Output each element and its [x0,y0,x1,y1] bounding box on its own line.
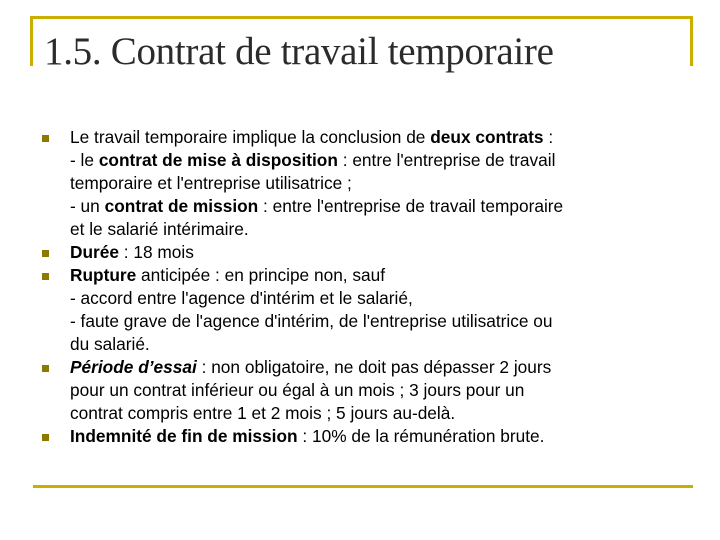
bullet-list [40,126,688,448]
text-line: - le contrat de mise à disposition : entre l'entreprise de travail [70,150,556,170]
square-bullet-icon [42,434,49,441]
text-line: du salarié. [70,334,150,354]
square-bullet-icon [42,135,49,142]
list-item-periode-essai [40,356,688,425]
text-line: Rupture anticipée : en principe non, sauf [70,265,386,285]
list-item-duree [40,241,688,264]
list-item-rupture [40,264,688,356]
text-line: - faute grave de l'agence d'intérim, de l'entreprise utilisatrice ou [70,311,553,331]
list-item-deux-contrats [40,126,688,241]
text-line: - accord entre l'agence d'intérim et le salarié, [70,288,413,308]
text-line: Durée : 18 mois [70,242,194,262]
square-bullet-icon [42,273,49,280]
frame-bottom-rule [33,485,693,488]
text-line: Le travail temporaire implique la conclusion de deux contrats : [70,127,554,147]
text-line: Période d’essai : non obligatoire, ne doit pas dépasser 2 jours [70,357,552,377]
text-line: - un contrat de mission : entre l'entreprise de travail temporaire [70,196,564,216]
text-line: pour un contrat inférieur ou égal à un mois ; 3 jours pour un [70,380,525,400]
text-line: contrat compris entre 1 et 2 mois ; 5 jours au-delà. [70,403,456,423]
text-line: Indemnité de fin de mission : 10% de la rémunération brute. [70,426,545,446]
square-bullet-icon [42,365,49,372]
frame-top-rule [30,16,693,19]
text-line: et le salarié intérimaire. [70,219,249,239]
list-item-indemnite [40,425,688,448]
square-bullet-icon [42,250,49,257]
frame-right-rule [690,16,693,66]
slide-title: 1.5. Contrat de travail temporaire [44,30,554,73]
text-line: temporaire et l'entreprise utilisatrice ; [70,173,352,193]
frame-left-rule [30,16,33,66]
